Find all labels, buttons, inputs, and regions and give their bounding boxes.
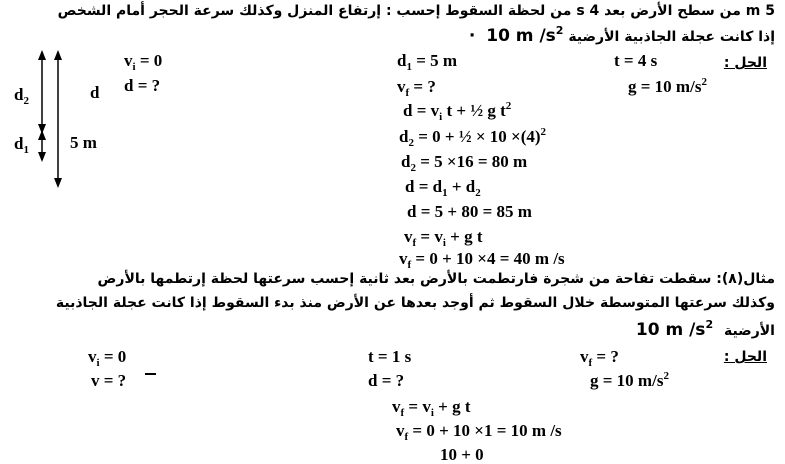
p2-given-v: v = ? bbox=[91, 371, 127, 390]
p2-v-bar-mark bbox=[145, 373, 156, 375]
p1-given-g: g = 10 $m/s^2$ bbox=[628, 76, 707, 96]
problem2-line1: مثال(٨): سقطت تفاحة من شجرة فارتطمت بالأرض بعد ثانية إحسب سرعتها لحظة إرتطمها بالأرض bbox=[97, 271, 775, 287]
problem1-line2-text: إذا كانت عجلة الجاذبية الأرضية bbox=[568, 29, 775, 45]
problem2-line2: وكذلك سرعتها المتوسطة خلال السقوط ثم أوجد بعدها عن الأرض منذ بدء السقوط إذا كانت عجلة الجاذبية bbox=[55, 295, 775, 311]
p2-given-d: d = ? bbox=[368, 371, 405, 390]
diagram-d2-label: $d_2$ bbox=[14, 85, 29, 107]
d2-arrow-up-icon bbox=[38, 50, 46, 60]
problem1-line1: 5 m من سطح الأرض بعد 4 s من لحظة السقوط إحسب : إرتفاع المنزل وكذلك سرعة الحجر أمام الشخص bbox=[57, 3, 775, 19]
p2-given-vi: $v_i = 0$ bbox=[88, 347, 127, 369]
p1-step-vf-equation: $v_f = v_i + g$ t bbox=[404, 227, 483, 249]
problem2-solution-label: الحل : bbox=[723, 349, 767, 365]
problem2-line3-value: 10 m $/s^2$ bbox=[635, 318, 714, 340]
problem1-solution-label: الحل : bbox=[723, 55, 767, 71]
problem2-line3-text: الأرضية bbox=[723, 323, 775, 339]
p1-step-d2-result: $d_2 = 5 \times 16 = 80$ m bbox=[401, 152, 528, 174]
p2-step-partial: 10 + 0 bbox=[440, 445, 484, 464]
p1-step-equation: $d = v_i$ t + ½ g $t^2$ bbox=[403, 100, 512, 123]
d1-arrow-down-icon bbox=[38, 152, 46, 162]
p2-given-t: t = 1 s bbox=[368, 347, 412, 366]
problem2-line3 bbox=[635, 318, 775, 340]
five-m-arrow-up-icon bbox=[54, 50, 62, 60]
p1-given-d1: $d_1 = 5$ m bbox=[397, 51, 458, 73]
p2-given-g: g = 10 $m/s^2$ bbox=[590, 370, 669, 390]
p1-step-substitute: $d_2 = 0$ + ½ × $10 \times(4)^2$ bbox=[399, 126, 547, 149]
p1-step-d-sum: $d = d_1 + d_2$ bbox=[405, 177, 481, 199]
p1-given-vf: $v_f$ = ? bbox=[397, 77, 436, 99]
p1-step-d-result: d = 5 + 80 = 85 m bbox=[407, 202, 532, 221]
problem1-line2-end: · bbox=[468, 26, 476, 46]
p2-step-vf-equation: $v_f = v_i + g$ t bbox=[392, 397, 471, 419]
five-m-arrow-down-icon bbox=[54, 178, 62, 188]
p2-step-vf-result: $v_f = 0 + 10 \times 1 = 10$ m /s bbox=[396, 421, 562, 443]
diagram-d-label: d bbox=[90, 83, 100, 102]
problem1-line2-value: 10 m $/s^2$ bbox=[486, 24, 564, 46]
p2-given-vf: $v_f$ = ? bbox=[580, 347, 619, 369]
p1-given-d: d = ? bbox=[124, 76, 161, 95]
diagram-d1-label: $d_1$ bbox=[14, 134, 29, 156]
d1-arrow-up-icon bbox=[38, 130, 46, 140]
p1-given-t: t = 4 s bbox=[614, 51, 658, 70]
diagram-five-m-label: 5 m bbox=[70, 133, 97, 152]
p1-given-vi: $v_i = 0$ bbox=[124, 51, 163, 73]
p1-step-vf-result: $v_f = 0 + 10 \times 4 = 40$ m /s bbox=[399, 249, 565, 271]
